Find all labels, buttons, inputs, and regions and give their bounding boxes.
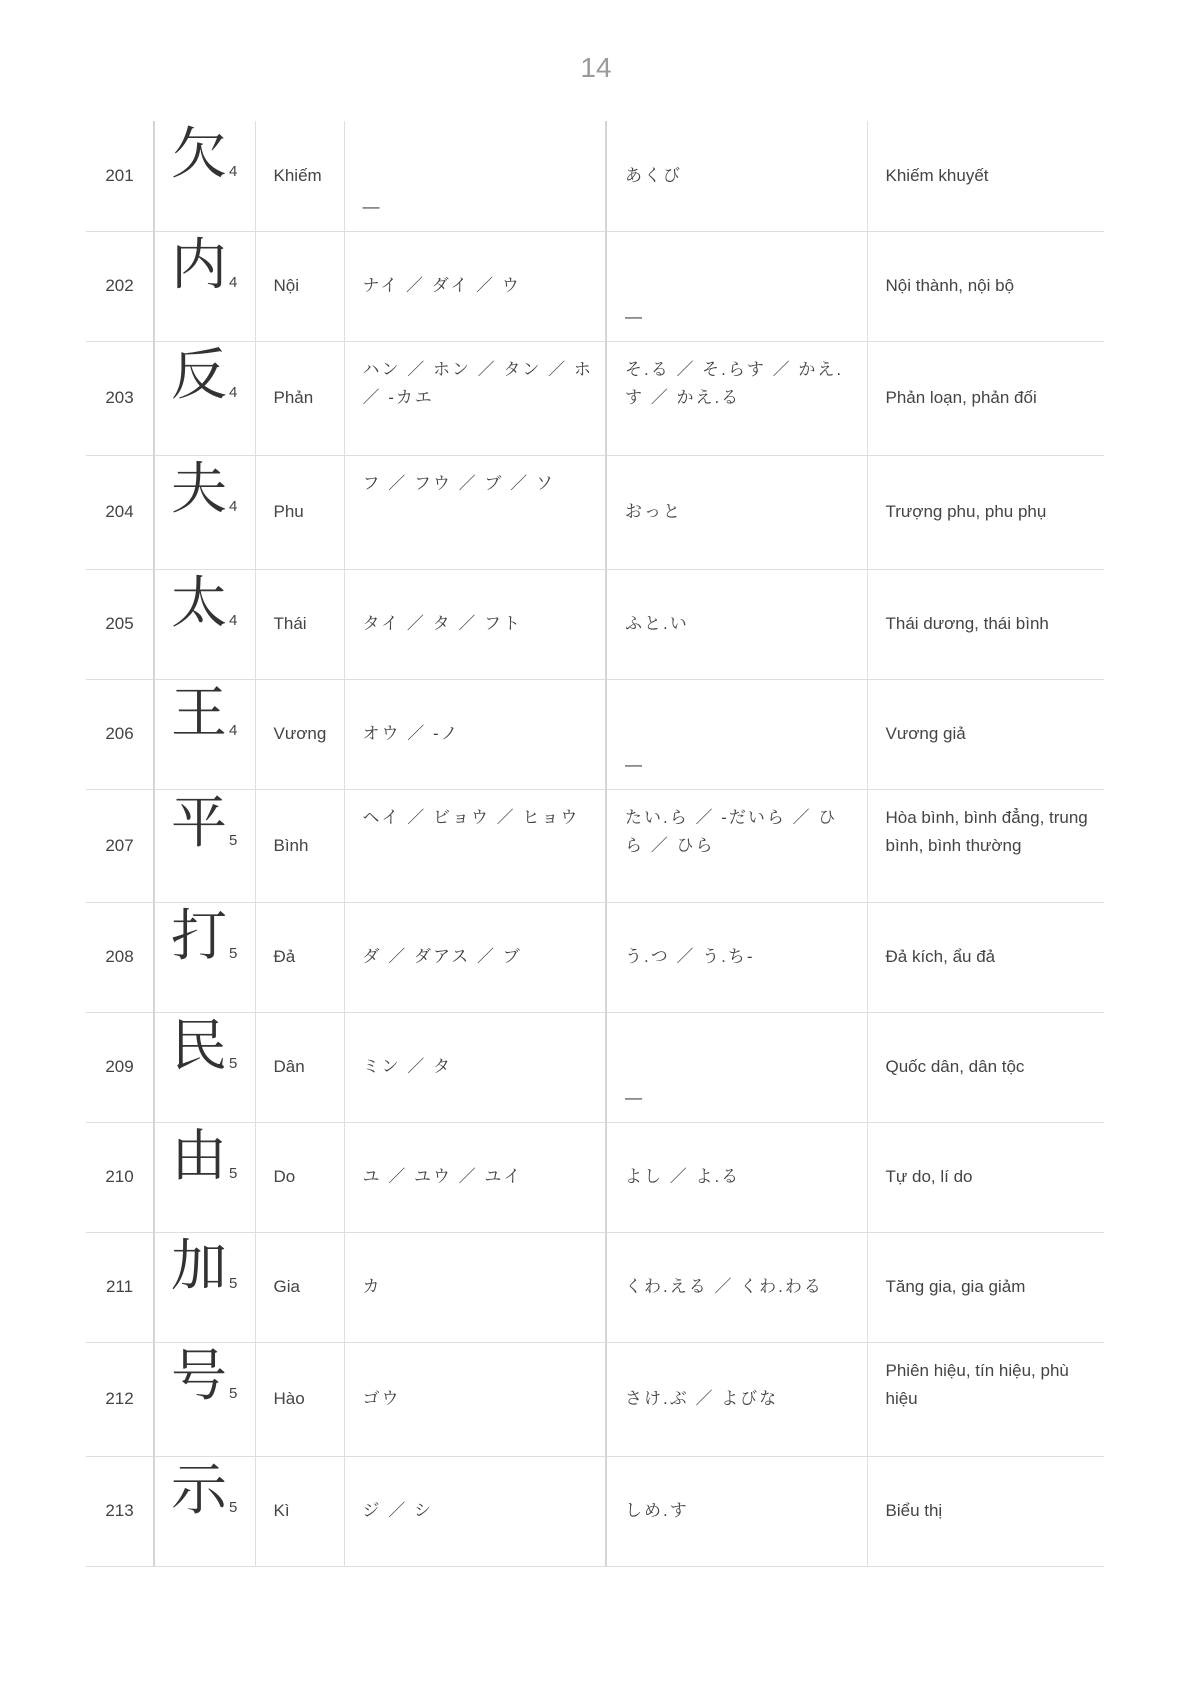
on-reading: ナイ ／ ダイ ／ ウ (344, 231, 606, 341)
meaning: Tăng gia, gia giảm (867, 1232, 1104, 1342)
kanji-number: 210 (86, 1122, 154, 1232)
kanji-character: 号 (171, 1343, 227, 1409)
kun-reading: さけ.ぶ ／ よびな (606, 1342, 867, 1456)
kanji-cell (154, 1122, 255, 1232)
stroke-count: 5 (229, 1384, 238, 1402)
kanji-cell (154, 569, 255, 679)
kun-reading: しめ.す (606, 1456, 867, 1566)
meaning: Biểu thị (867, 1456, 1104, 1566)
kanji-number: 205 (86, 569, 154, 679)
kun-reading (606, 231, 867, 341)
kanji-character: 加 (171, 1233, 227, 1299)
stroke-count: 4 (229, 611, 238, 629)
on-reading (344, 121, 606, 231)
page-number: 14 (580, 52, 612, 83)
kanji-number: 201 (86, 121, 154, 231)
meaning: Khiếm khuyết (867, 121, 1104, 231)
stroke-count: 4 (229, 497, 238, 515)
kanji-character: 示 (171, 1457, 227, 1523)
stroke-count: 5 (229, 1498, 238, 1516)
kanji-character: 打 (171, 903, 227, 969)
meaning: Phiên hiệu, tín hiệu, phù hiệu (867, 1342, 1104, 1456)
stroke-count: 5 (229, 1274, 238, 1292)
stroke-count: 4 (229, 383, 238, 401)
kanji-character: 夫 (171, 456, 227, 522)
stroke-count: 4 (229, 273, 238, 291)
on-reading: タイ ／ タ ／ フト (344, 569, 606, 679)
kanji-character: 太 (171, 570, 227, 636)
han-viet-reading: Phu (255, 455, 344, 569)
empty-marker: — (362, 196, 382, 216)
kanji-cell (154, 231, 255, 341)
stroke-count: 5 (229, 1164, 238, 1182)
kun-reading (606, 1012, 867, 1122)
table-row (86, 455, 1104, 569)
table-row (86, 1456, 1104, 1566)
on-reading: ユ ／ ユウ ／ ユイ (344, 1122, 606, 1232)
table-row (86, 1232, 1104, 1342)
table-row (86, 902, 1104, 1012)
kanji-cell (154, 1456, 255, 1566)
han-viet-reading: Phản (255, 341, 344, 455)
han-viet-reading: Thái (255, 569, 344, 679)
kun-reading (606, 679, 867, 789)
stroke-count: 4 (229, 163, 238, 180)
han-viet-reading: Gia (255, 1232, 344, 1342)
stroke-count: 5 (229, 831, 238, 849)
meaning: Trượng phu, phu phụ (867, 455, 1104, 569)
kanji-number: 207 (86, 789, 154, 902)
kanji-character: 由 (171, 1123, 227, 1189)
kanji-cell (154, 902, 255, 1012)
meaning: Nội thành, nội bộ (867, 231, 1104, 341)
kanji-cell (154, 121, 255, 231)
empty-marker: — (625, 1087, 644, 1107)
table-row (86, 679, 1104, 789)
kun-reading: おっと (606, 455, 867, 569)
on-reading: ジ ／ シ (344, 1456, 606, 1566)
table-row (86, 1342, 1104, 1456)
kanji-character: 欠 (171, 122, 227, 187)
table-row (86, 121, 1104, 231)
on-reading: ミン ／ タ (344, 1012, 606, 1122)
table-row (86, 341, 1104, 455)
kanji-number: 206 (86, 679, 154, 789)
on-reading: オウ ／ -ノ (344, 679, 606, 789)
kun-reading: う.つ ／ う.ち- (606, 902, 867, 1012)
meaning: Đả kích, ẩu đả (867, 902, 1104, 1012)
table-row (86, 569, 1104, 679)
kun-reading: そ.る ／ そ.らす ／ かえ.す ／ かえ.る (606, 341, 867, 455)
kanji-number: 208 (86, 902, 154, 1012)
kanji-number: 203 (86, 341, 154, 455)
kanji-cell (154, 1342, 255, 1456)
table-row (86, 1122, 1104, 1232)
kanji-number: 209 (86, 1012, 154, 1122)
han-viet-reading: Bình (255, 789, 344, 902)
empty-marker: — (625, 306, 644, 326)
meaning: Phản loạn, phản đối (867, 341, 1104, 455)
on-reading: カ (344, 1232, 606, 1342)
on-reading: ハン ／ ホン ／ タン ／ ホ ／ -カエ (344, 341, 606, 455)
kanji-cell (154, 455, 255, 569)
kanji-character: 民 (171, 1013, 227, 1079)
han-viet-reading: Hào (255, 1342, 344, 1456)
kanji-cell (154, 1232, 255, 1342)
han-viet-reading: Dân (255, 1012, 344, 1122)
han-viet-reading: Kì (255, 1456, 344, 1566)
han-viet-reading: Do (255, 1122, 344, 1232)
kanji-cell (154, 679, 255, 789)
kun-reading: くわ.える ／ くわ.わる (606, 1232, 867, 1342)
meaning: Quốc dân, dân tộc (867, 1012, 1104, 1122)
table-row (86, 1012, 1104, 1122)
kanji-number: 211 (86, 1232, 154, 1342)
on-reading: ヘイ ／ ビョウ ／ ヒョウ (344, 789, 606, 902)
kanji-character: 内 (171, 232, 227, 298)
han-viet-reading: Nội (255, 231, 344, 341)
meaning: Vương giả (867, 679, 1104, 789)
empty-marker: — (625, 754, 644, 774)
kanji-number: 213 (86, 1456, 154, 1566)
stroke-count: 5 (229, 944, 238, 962)
meaning: Hòa bình, bình đẳng, trung bình, bình thường (867, 789, 1104, 902)
kun-reading: たい.ら ／ -だいら ／ ひら ／ ひら (606, 789, 867, 902)
table-row (86, 231, 1104, 341)
kanji-number: 204 (86, 455, 154, 569)
table-row (86, 789, 1104, 902)
on-reading: ゴウ (344, 1342, 606, 1456)
meaning: Tự do, lí do (867, 1122, 1104, 1232)
kun-reading: ふと.い (606, 569, 867, 679)
kanji-cell (154, 789, 255, 902)
han-viet-reading: Vương (255, 679, 344, 789)
kanji-cell (154, 1012, 255, 1122)
kanji-character: 反 (171, 342, 227, 408)
on-reading: ダ ／ ダアス ／ ブ (344, 902, 606, 1012)
kanji-character: 王 (171, 680, 227, 746)
kun-reading: よし ／ よ.る (606, 1122, 867, 1232)
stroke-count: 5 (229, 1054, 238, 1072)
kanji-character: 平 (171, 790, 227, 856)
han-viet-reading: Đả (255, 902, 344, 1012)
kanji-cell (154, 341, 255, 455)
han-viet-reading: Khiếm (255, 121, 344, 231)
meaning: Thái dương, thái bình (867, 569, 1104, 679)
stroke-count: 4 (229, 721, 238, 739)
on-reading: フ ／ フウ ／ ブ ／ ソ (344, 455, 606, 569)
kanji-number: 212 (86, 1342, 154, 1456)
kanji-table (86, 121, 1104, 1567)
kanji-number: 202 (86, 231, 154, 341)
kun-reading: あくび (606, 121, 867, 231)
